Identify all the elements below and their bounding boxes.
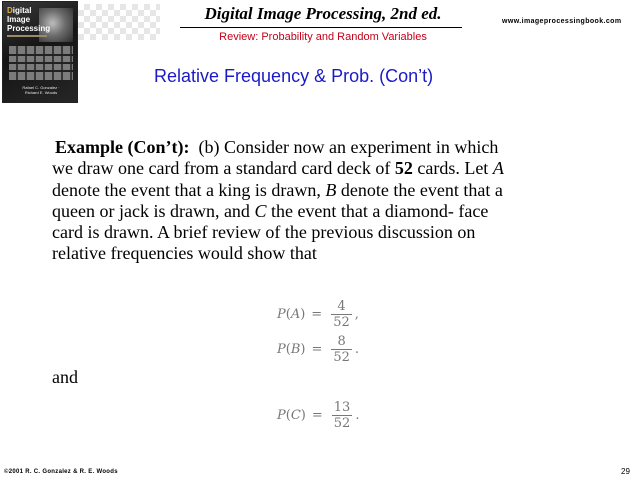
website-url: www.imageprocessingbook.com: [502, 18, 622, 25]
trailing-punctuation: ,: [354, 307, 359, 322]
cover-divider: [7, 35, 47, 37]
equation-lhs: P(A): [277, 307, 306, 322]
paragraph-line: relative frequencies would show that: [52, 243, 317, 264]
trailing-punctuation: .: [355, 408, 360, 423]
book-title: Digital Image Processing, 2nd ed.: [204, 4, 442, 23]
header-divider: [180, 27, 462, 28]
numerator: 13: [333, 400, 351, 415]
page-number: 29: [621, 467, 630, 476]
denominator: 52: [333, 315, 350, 330]
paragraph-line: queen or jack is drawn, and C the event that a diamond- face: [52, 200, 489, 221]
denominator: 52: [333, 350, 350, 365]
header-checker-pattern: [78, 4, 160, 40]
example-lead: Example (Con’t):: [55, 137, 190, 157]
trailing-punctuation: .: [354, 342, 360, 357]
equals-sign: =: [311, 408, 323, 423]
cover-image-strip-overlay: [9, 48, 73, 78]
paragraph-line: denote the event that a king is drawn, B denote the event that a: [52, 179, 503, 200]
fraction: [331, 335, 352, 364]
equation-p-of-b: [277, 335, 359, 364]
numerator: 8: [337, 334, 346, 349]
fraction: [332, 401, 353, 430]
equation-lhs: P(B): [277, 342, 306, 357]
equation-p-of-c: [277, 401, 359, 430]
denominator: 52: [333, 416, 351, 431]
cover-authors: Rafael C. Gonzalez · Richard E. Woods: [22, 85, 60, 95]
paragraph-line: we draw one card from a standard card deck of 52 cards. Let A: [52, 158, 504, 179]
numerator: 4: [337, 299, 346, 314]
example-paragraph: [52, 137, 604, 265]
cover-title-line: Image: [7, 15, 31, 24]
fraction: [331, 300, 352, 329]
equals-sign: =: [311, 342, 323, 357]
copyright-notice: ©2001 R. C. Gonzalez & R. E. Woods: [4, 469, 118, 475]
connector-and: and: [52, 367, 78, 387]
cover-title-line: Digital: [7, 6, 32, 15]
equals-sign: =: [311, 307, 323, 322]
book-cover-image: [2, 1, 78, 103]
paragraph-line: card is drawn. A brief review of the previous discussion on: [52, 222, 476, 243]
section-subtitle: Review: Probability and Random Variables: [219, 31, 427, 43]
paragraph-line: Example (Con’t): (b) Consider now an experiment in which: [55, 137, 499, 157]
cover-title-line: Processing: [7, 24, 51, 33]
equation-p-of-a: [277, 300, 359, 329]
equation-lhs: P(C): [277, 408, 306, 423]
slide-title: Relative Frequency & Prob. (Con’t): [154, 66, 434, 86]
